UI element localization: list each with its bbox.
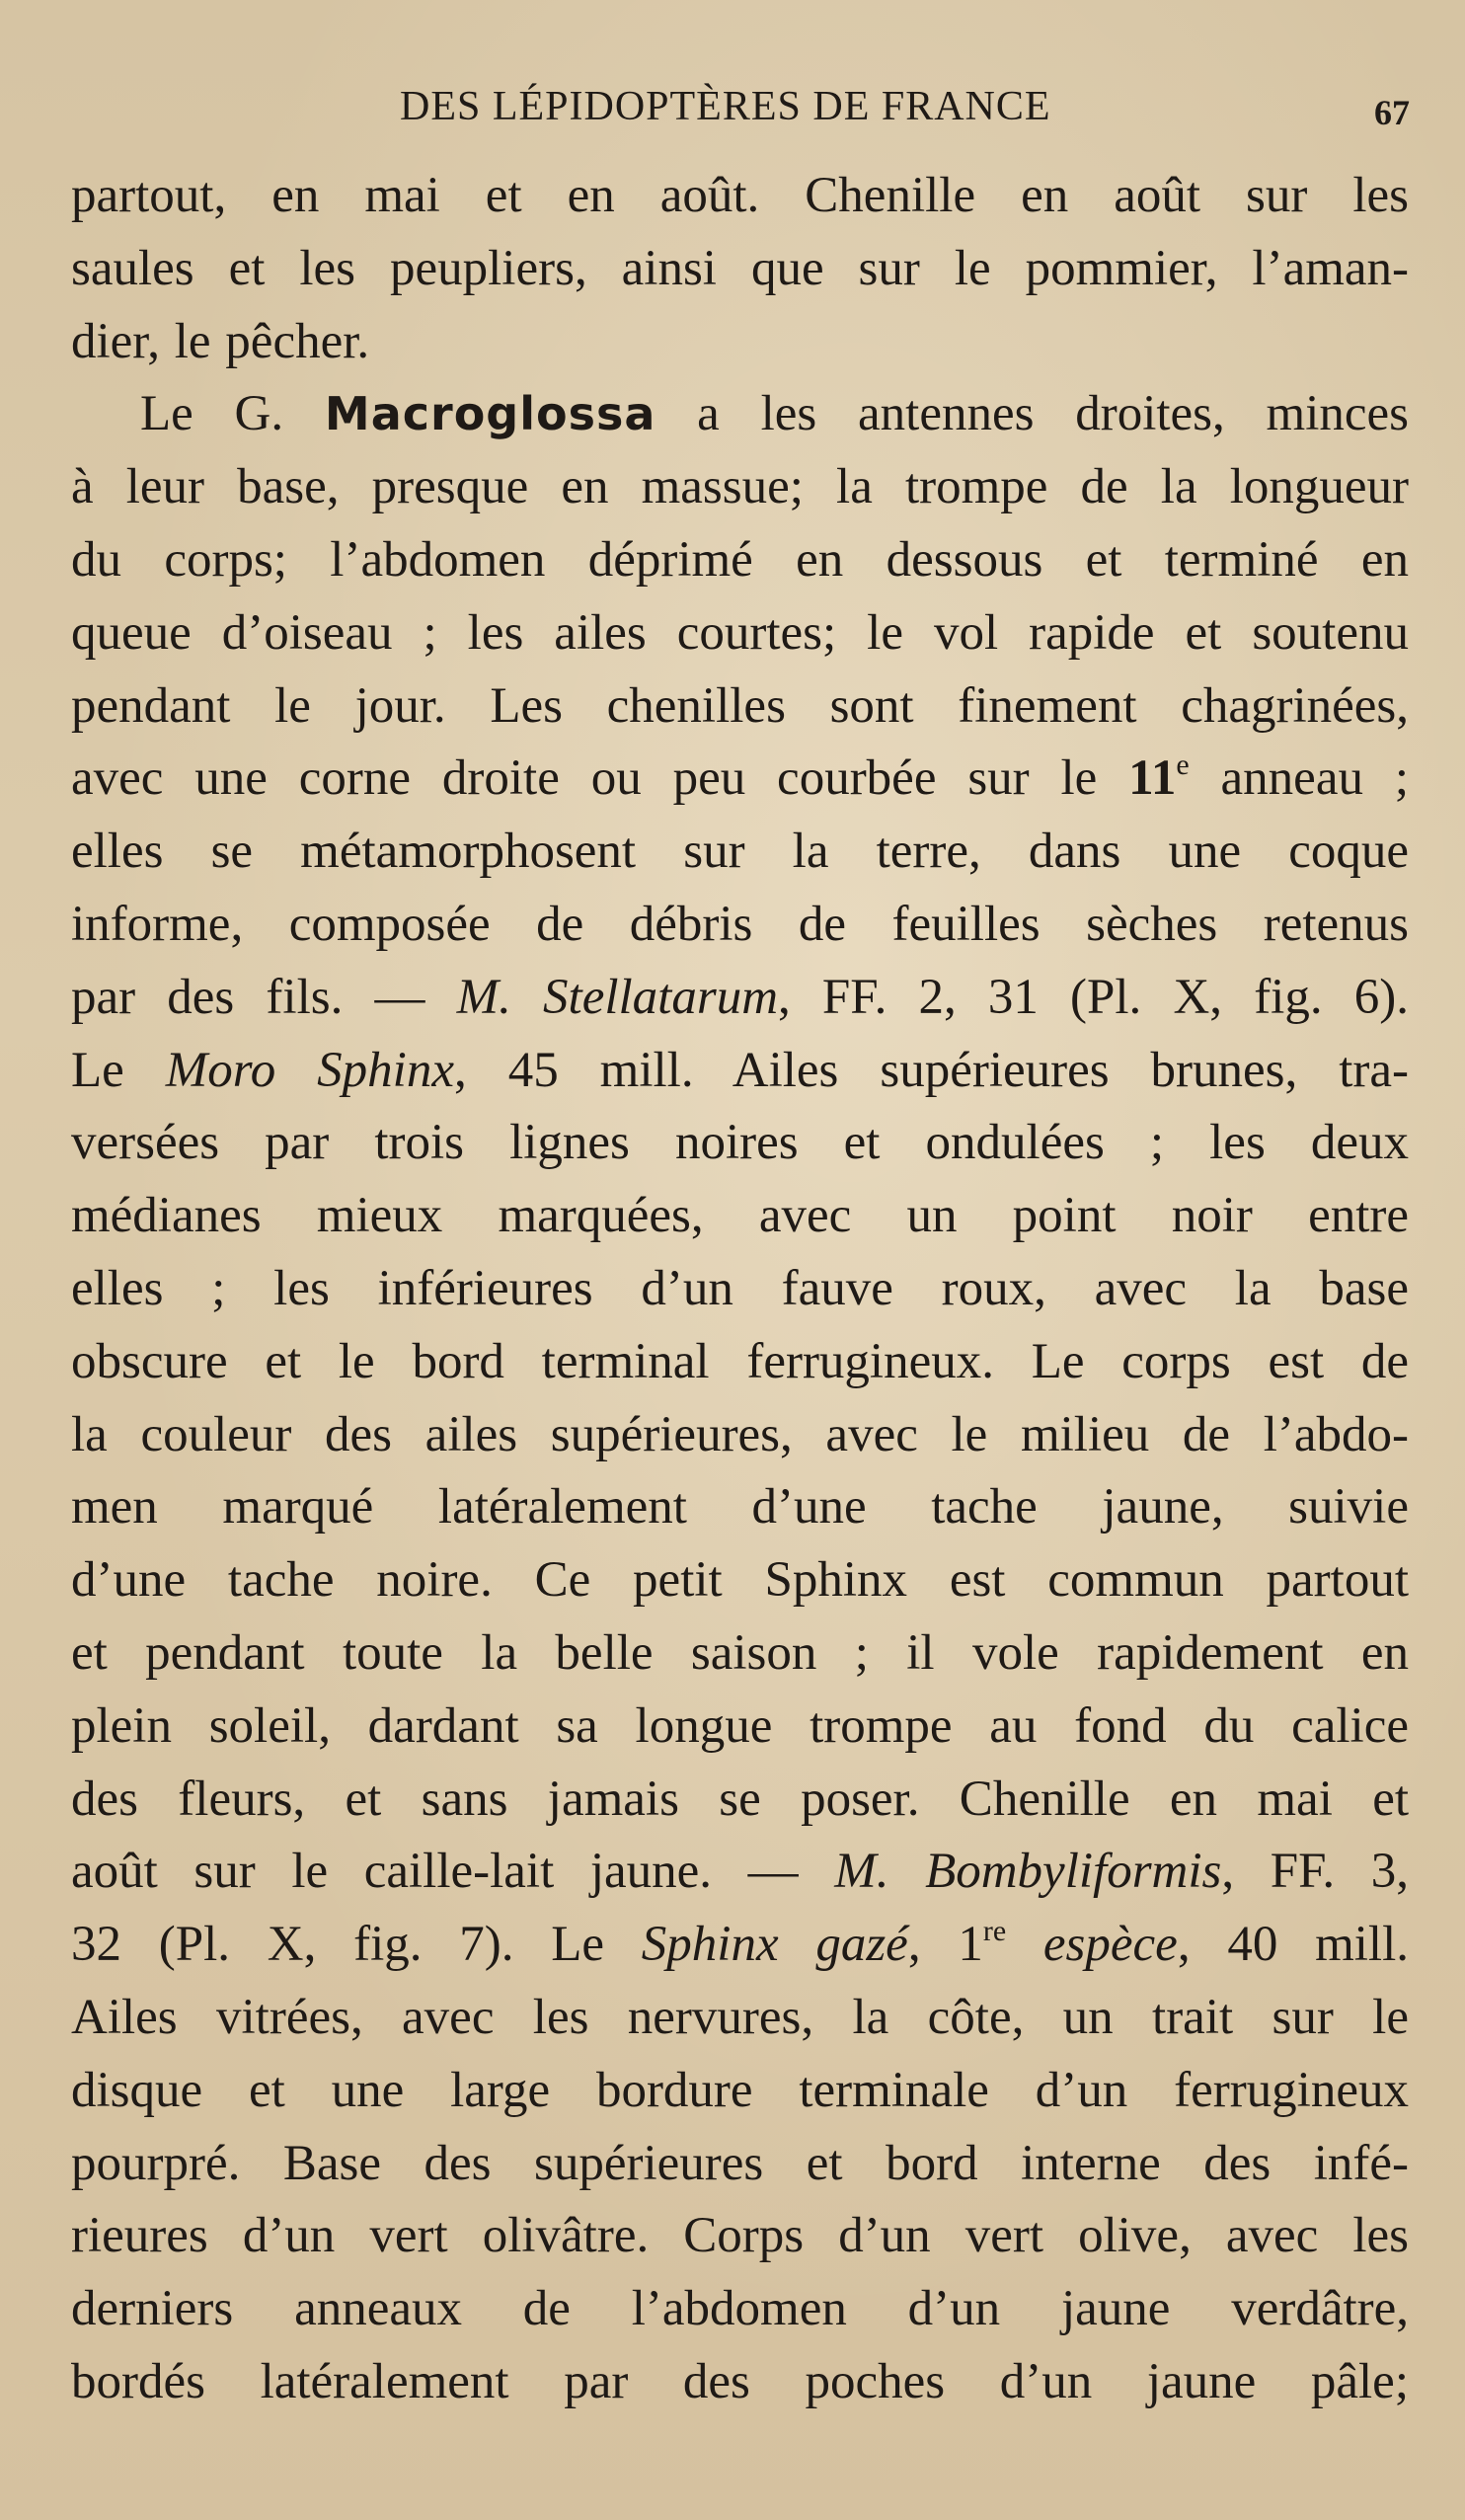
text-line: derniers anneaux de l’abdomen d’un jaune verdâtre, xyxy=(71,2281,1409,2337)
superscript: e xyxy=(1176,748,1190,782)
text-line: plein soleil, dardant sa longue trompe au fond du calice xyxy=(71,1697,1409,1754)
text-line: partout, en mai et en août. Chenille en août sur les xyxy=(71,168,1409,223)
genus-name: Macroglossa xyxy=(324,387,656,441)
text-line: pendant le jour. Les chenilles sont finement chagrinées, xyxy=(71,677,1409,734)
text-line: médianes mieux marquées, avec un point noir entre xyxy=(71,1188,1409,1244)
superscript: re xyxy=(982,1915,1007,1948)
text-line: elles ; les inférieures d’un fauve roux, avec la base xyxy=(71,1260,1409,1316)
text-line: des fleurs, et sans jamais se poser. Chenille en mai et xyxy=(71,1771,1409,1827)
text-segment: par des fils. — xyxy=(71,969,457,1025)
text-line: et pendant toute la belle saison ; il vole rapidement en xyxy=(71,1624,1409,1681)
text-line: à leur base, presque en massue; la trompe de la longueur xyxy=(71,459,1409,515)
text-segment: anneau ; xyxy=(1189,750,1409,807)
text-segment: 32 (Pl. X, fig. 7). Le xyxy=(71,1917,642,1973)
common-name: Sphinx gazé xyxy=(641,1917,908,1973)
text-line-species-bombyliformis xyxy=(71,1836,1409,1909)
text-segment: a les antennes droites, minces xyxy=(655,386,1409,442)
text-segment: avec une corne droite ou peu courbée sur le xyxy=(71,750,1129,807)
running-head xyxy=(0,83,1465,130)
common-name: Moro Sphinx xyxy=(165,1042,454,1098)
text-line-genus-intro xyxy=(71,378,1409,451)
text-segment: , 1 xyxy=(907,1917,983,1973)
text-segment: , FF. 3, xyxy=(1221,1844,1409,1900)
text-segment: Le G. xyxy=(140,386,325,442)
text-line: dier, le pêcher. xyxy=(71,313,370,369)
text-line-ring-number xyxy=(71,743,1409,816)
text-line-common-name xyxy=(71,1035,1409,1108)
text-line-species-stellatarum xyxy=(71,962,1409,1035)
ring-number: 11 xyxy=(1128,750,1177,807)
text-line: versées par trois lignes noires et ondulées ; les deux xyxy=(71,1115,1409,1171)
text-line: elles se métamorphosent sur la terre, dans une coque xyxy=(71,824,1409,880)
running-title: DES LÉPIDOPTÈRES DE FRANCE xyxy=(400,84,1051,129)
text-segment: août sur le caille-lait jaune. — xyxy=(71,1844,835,1900)
text-line: bordés latéralement par des poches d’un jaune pâle; xyxy=(71,2353,1409,2409)
species-name: M. Stellatarum xyxy=(456,969,779,1025)
text-line: queue d’oiseau ; les ailes courtes; le vol rapide et soutenu xyxy=(71,604,1409,661)
text-line: la couleur des ailes supérieures, avec le milieu de l’abdo- xyxy=(71,1406,1409,1462)
text-line: pourpré. Base des supérieures et bord interne des infé- xyxy=(71,2135,1409,2191)
text-line-common-name xyxy=(71,1909,1409,1982)
body-text xyxy=(71,160,1409,2419)
text-segment: , 45 mill. Ailes supérieures brunes, tra- xyxy=(453,1042,1410,1098)
text-line: disque et une large bordure terminale d’un ferrugineux xyxy=(71,2062,1409,2118)
text-line: saules et les peupliers, ainsi que sur le pommier, l’aman- xyxy=(71,240,1409,296)
page-number: 67 xyxy=(1374,93,1410,132)
text-line: du corps; l’abdomen déprimé en dessous et terminé en xyxy=(71,531,1409,588)
text-segment: , FF. 2, 31 (Pl. X, fig. 6). xyxy=(778,969,1409,1025)
text-line: informe, composée de débris de feuilles sèches retenus xyxy=(71,896,1409,952)
text-line: Ailes vitrées, avec les nervures, la côte, un trait sur le xyxy=(71,1989,1409,2045)
species-name: M. Bombyliformis xyxy=(834,1844,1222,1900)
text-segment: Le xyxy=(71,1042,166,1098)
italic-text: espèce xyxy=(1006,1917,1178,1973)
text-line: rieures d’un vert olivâtre. Corps d’un vert olive, avec les xyxy=(71,2208,1409,2264)
text-segment: , 40 mill. xyxy=(1177,1917,1409,1973)
text-line: d’une tache noire. Ce petit Sphinx est commun partout xyxy=(71,1552,1409,1609)
text-line: obscure et le bord terminal ferrugineux. Le corps est de xyxy=(71,1333,1409,1389)
text-line: men marqué latéralement d’une tache jaune, suivie xyxy=(71,1479,1409,1536)
